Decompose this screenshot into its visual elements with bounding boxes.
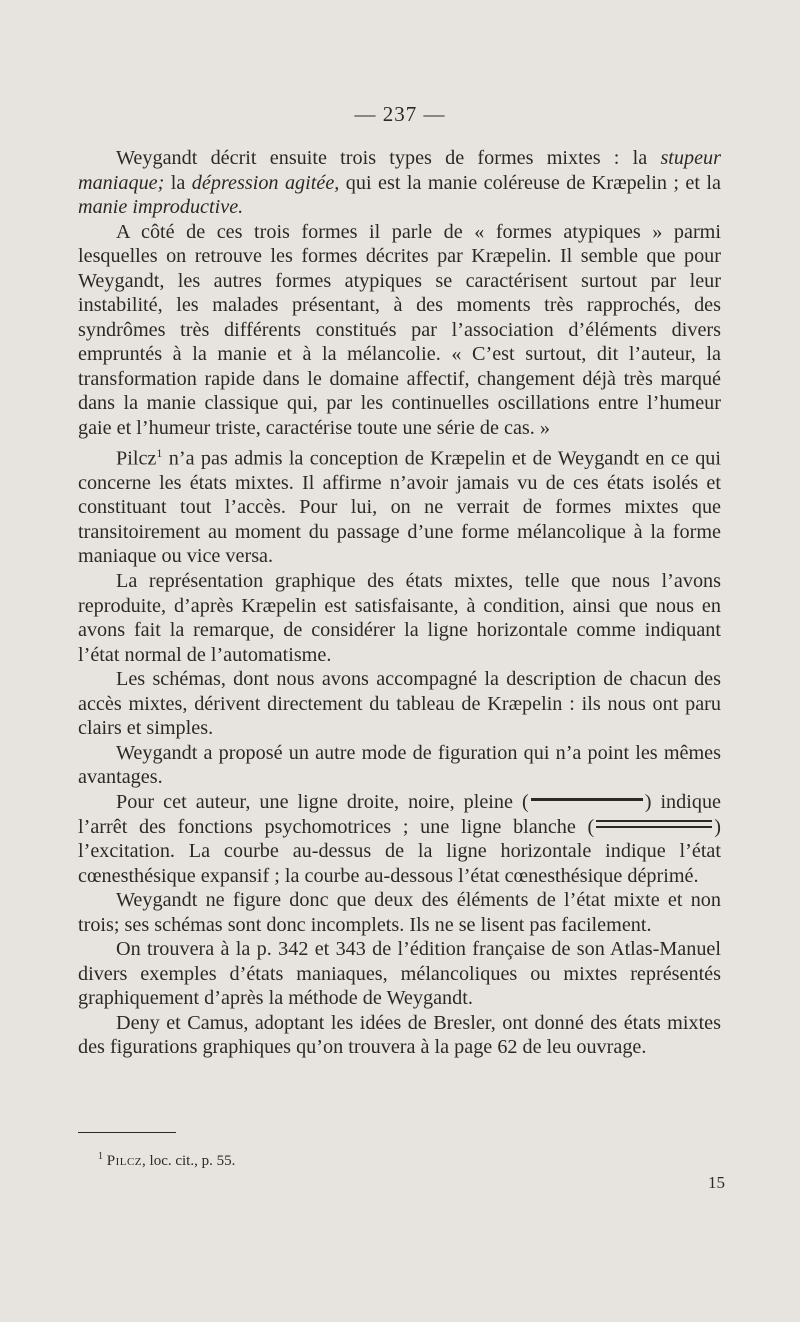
text-run: ) l’excitation. La courbe au-dessus de la ligne horizontale indique l’état cœnesthésique expansif ; la courbe au-dessous l’état cœnesthésique déprimé. [78, 815, 721, 887]
page-number: — 237 — [354, 102, 446, 126]
printer-signature-mark: 15 [708, 1173, 725, 1192]
text-run: Pour cet auteur, une ligne droite, noire, pleine ( [116, 790, 529, 813]
paragraph [78, 888, 721, 937]
text-run: Les schémas, dont nous avons accompagné la description de chacun des accès mixtes, dérivent directement du tableau de Kræpelin : ils nous ont paru clairs et simples. [78, 668, 721, 740]
footnote-rule [78, 1132, 176, 1133]
paragraph [78, 790, 721, 888]
text-run: Weygandt décrit ensuite trois types de formes mixtes : la [116, 147, 661, 169]
paragraph [78, 146, 721, 220]
text-run: La représentation graphique des états mixtes, telle que nous l’avons reproduite, d’après Kræpelin est satisfaisante, à condition, ainsi que nous en avons fait la remarque, de considérer la ligne horizontale comme indiquant l’état normal de l’automatisme. [78, 570, 721, 666]
black-line-sample [531, 798, 643, 801]
text-run: Weygandt ne figure donc que deux des éléments de l’état mixte et non trois; ses schémas sont donc incomplets. Ils ne se lisent pas facilement. [78, 889, 721, 936]
text-run: la [164, 171, 192, 194]
paragraph [78, 569, 721, 667]
text-run: Deny et Camus, adoptant les idées de Bresler, ont donné des états mixtes des figurations graphiques qu’on trouvera à la page 62 de leu ouvrage. [78, 1011, 721, 1059]
white-line-sample [596, 820, 712, 828]
body-text [78, 146, 721, 1060]
footnote-ref: 1 [156, 445, 163, 460]
text-run: Weygandt a proposé un autre mode de figuration qui n’a point les mêmes avantages. [78, 741, 721, 789]
paragraph [78, 441, 721, 569]
footnote-marker: 1 [98, 1151, 103, 1162]
text-run: ) indique l’arrêt des fonctions psychomotrices ; une ligne blanche ( [78, 790, 721, 838]
paragraph [78, 220, 721, 441]
italic-text: dépression agitée, [191, 171, 340, 194]
italic-text: manie improductive. [78, 196, 244, 219]
paragraph [78, 1011, 721, 1060]
text-run: A côté de ces trois formes il parle de « formes atypiques » parmi lesquelles on retrouve les formes décrites par Kræpelin. Il semble que pour Weygandt, les autres formes atypiques se caractérisent surtout par leur instabilité, les malades présentant, à des moments très rapprochés, des syndrômes très différents constitués par l’association d’éléments divers empruntés à la manie et à la mélancolie. « C’est surtout, dit l’auteur, la transformation rapide dans le domaine affectif, changement déjà très marqué dans la manie classique qui, par les continuelles oscillations entre l’humeur gaie et l’humeur triste, caractérise toute une série de cas. » [78, 220, 721, 440]
paragraph [78, 937, 721, 1011]
footnote-author: Pilcz [106, 1153, 143, 1169]
text-run: n’a pas admis la conception de Kræpelin et de Weygandt en ce qui concerne les états mixtes. Il affirme n’avoir jamais vu de ces états isolés et constituant tout l’accès. Pour lui, on ne verrait de formes mixtes que transitoirement au moment du passage d’une forme mélancolique à la forme maniaque ou vice versa. [78, 447, 721, 568]
footnote [98, 1151, 235, 1170]
paragraph [78, 667, 721, 741]
footnote-text: , loc. cit., p. 55. [142, 1153, 236, 1169]
text-run: qui est la manie coléreuse de Kræpelin ; et la [339, 171, 721, 194]
italic-text: stupeur maniaque; [78, 147, 721, 194]
text-run: On trouvera à la p. 342 et 343 de l’édition française de son Atlas-Manuel divers exemples d’états maniaques, mélancoliques ou mixtes représentés graphiquement d’après la méthode de Weygandt. [78, 938, 721, 1010]
text-run: Pilcz [116, 447, 157, 470]
paragraph [78, 741, 721, 790]
